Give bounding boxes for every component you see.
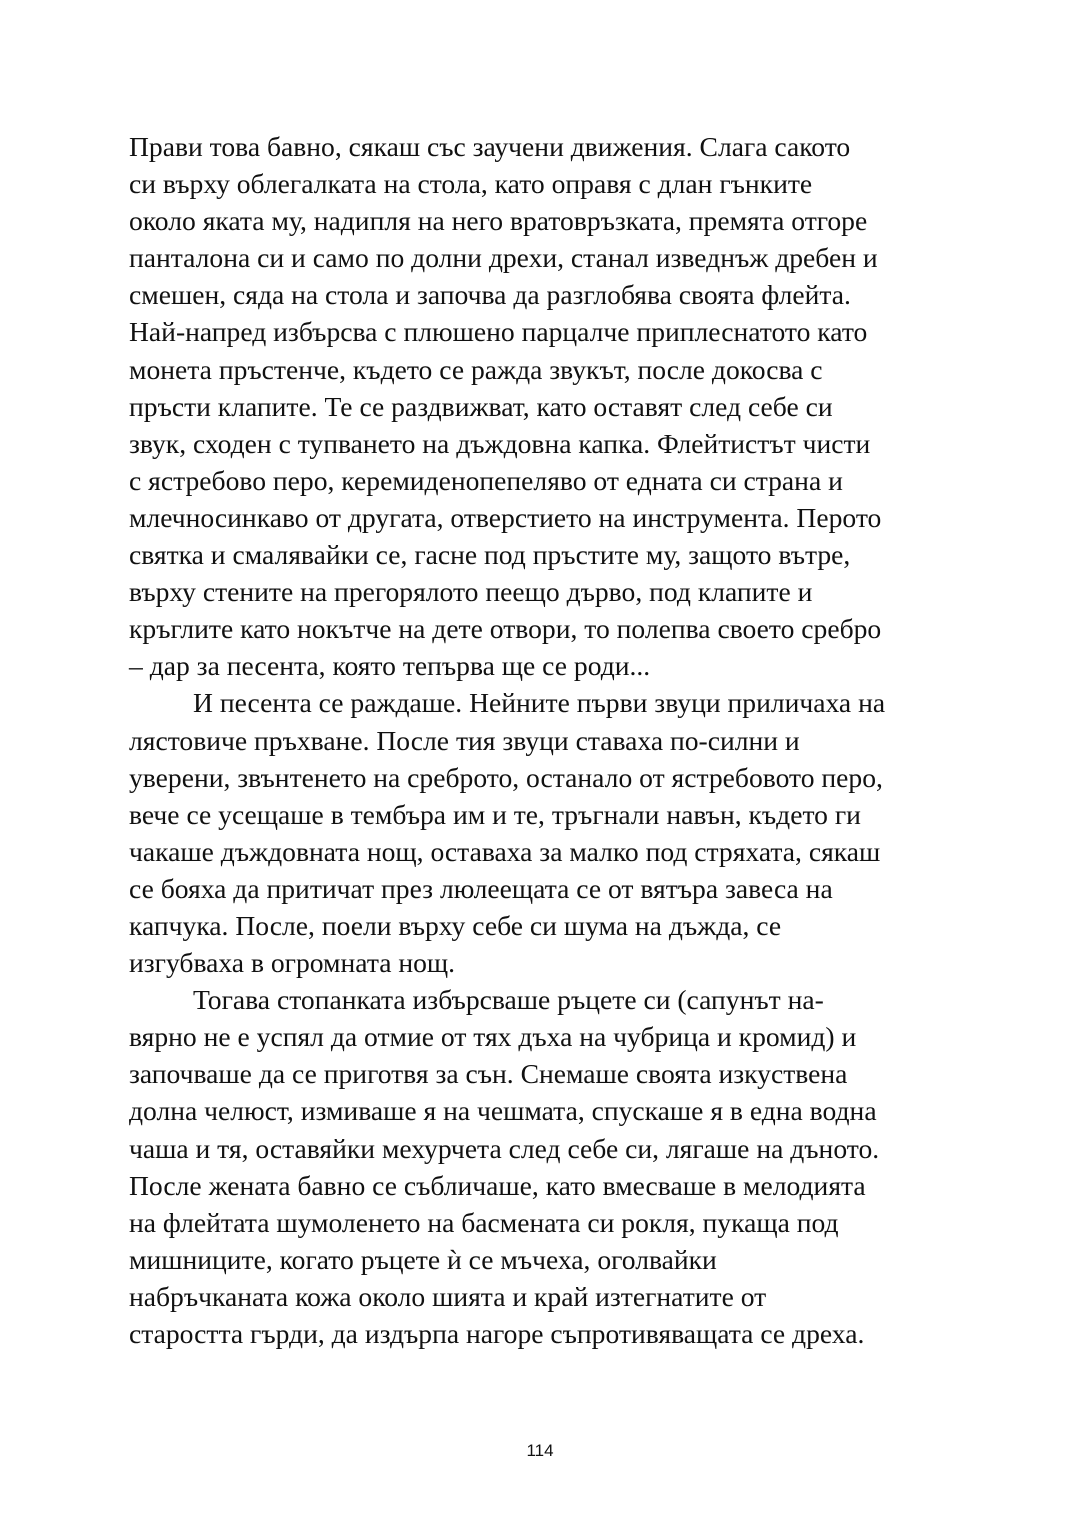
text-line: около яката му, надипля на него вратовръзката, премята отгоре: [129, 205, 868, 237]
text-line: започваше да се приготвя за сън. Снемаше своята изкуствена: [129, 1058, 848, 1090]
text-line: с ястребово перо, керемиденопепеляво от едната си страна и: [129, 464, 843, 496]
text-line: смешен, сяда на стола и започва да разглобява своята флейта.: [129, 279, 851, 311]
text-line: вярно не е успял да отмие от тях дъха на чубрица и кромид) и: [129, 1021, 857, 1053]
text-line: святка и смалявайки се, гасне под пръстите му, защото вътре,: [129, 539, 851, 571]
paragraph: [129, 684, 959, 981]
text-line: долна челюст, измиваше я на чешмата, спускаше я в една водна: [129, 1095, 877, 1127]
text-line: лястовиче пръхване. После тия звуци ставаха по-силни и: [129, 724, 800, 756]
paragraph: [129, 128, 959, 684]
text-line: старостта гърди, да издърпа нагоре съпротивяващата се дреха.: [129, 1318, 865, 1349]
text-line: После жената бавно се събличаше, като вмесваше в мелодията: [129, 1169, 866, 1201]
text-line: кръглите като нокътче на дете отвори, то полепва своето сребро: [129, 613, 882, 645]
body-text: [129, 128, 959, 1352]
text-line: чаша и тя, оставяйки мехурчета след себе си, лягаше на дъното.: [129, 1132, 880, 1164]
text-line: върху стените на прегорялото пеещо дърво, под клапите и: [129, 576, 813, 608]
text-line: вече се усещаше в тембъра им и те, тръгнали навън, където ги: [129, 798, 861, 830]
text-line: панталона си и само по долни дрехи, станал изведнъж дребен и: [129, 242, 878, 274]
text-line: се бояха да притичат през люлеещата се от вятъра завеса на: [129, 872, 833, 904]
text-line: млечносинкаво от другата, отверстието на инструмента. Перото: [129, 501, 882, 533]
text-line: звук, сходен с тупването на дъждовна капка. Флейтистът чисти: [129, 427, 871, 459]
page-number: 114: [526, 1441, 554, 1460]
text-line: И песента се раждаше. Нейните първи звуци приличаха на: [193, 687, 886, 719]
text-line: – дар за песента, която тепърва ще се роди...: [129, 650, 651, 682]
text-line: си върху облегалката на стола, като оправя с длан гънките: [129, 168, 813, 200]
paragraph: [129, 981, 959, 1352]
text-line: уверени, звънтенето на среброто, останало от ястребовото перо,: [129, 761, 883, 793]
text-line: мишниците, когато ръцете ѝ се мъчеха, оголвайки: [129, 1243, 717, 1275]
text-line: на флейтата шумоленето на басмената си рокля, пукаща под: [129, 1206, 839, 1238]
text-line: Тогава стопанката избърсваше ръцете си (сапунът на-: [193, 984, 824, 1016]
text-line: изгубваха в огромната нощ.: [129, 947, 456, 979]
text-line: набръчканата кожа около шията и край изтегнатите от: [129, 1280, 767, 1312]
text-line: чакаше дъждовната нощ, оставаха за малко под стряхата, сякаш: [129, 835, 881, 867]
text-line: монета пръстенче, където се ражда звукът, после докосва с: [129, 353, 823, 385]
text-line: Прави това бавно, сякаш със заучени движения. Слага сакото: [129, 131, 851, 162]
text-line: Най-напред избърсва с плюшено парцалче приплеснатото като: [129, 316, 868, 348]
text-line: капчука. После, поели върху себе си шума на дъжда, се: [129, 909, 782, 941]
text-line: пръсти клапите. Те се раздвижват, като оставят след себе си: [129, 390, 833, 422]
